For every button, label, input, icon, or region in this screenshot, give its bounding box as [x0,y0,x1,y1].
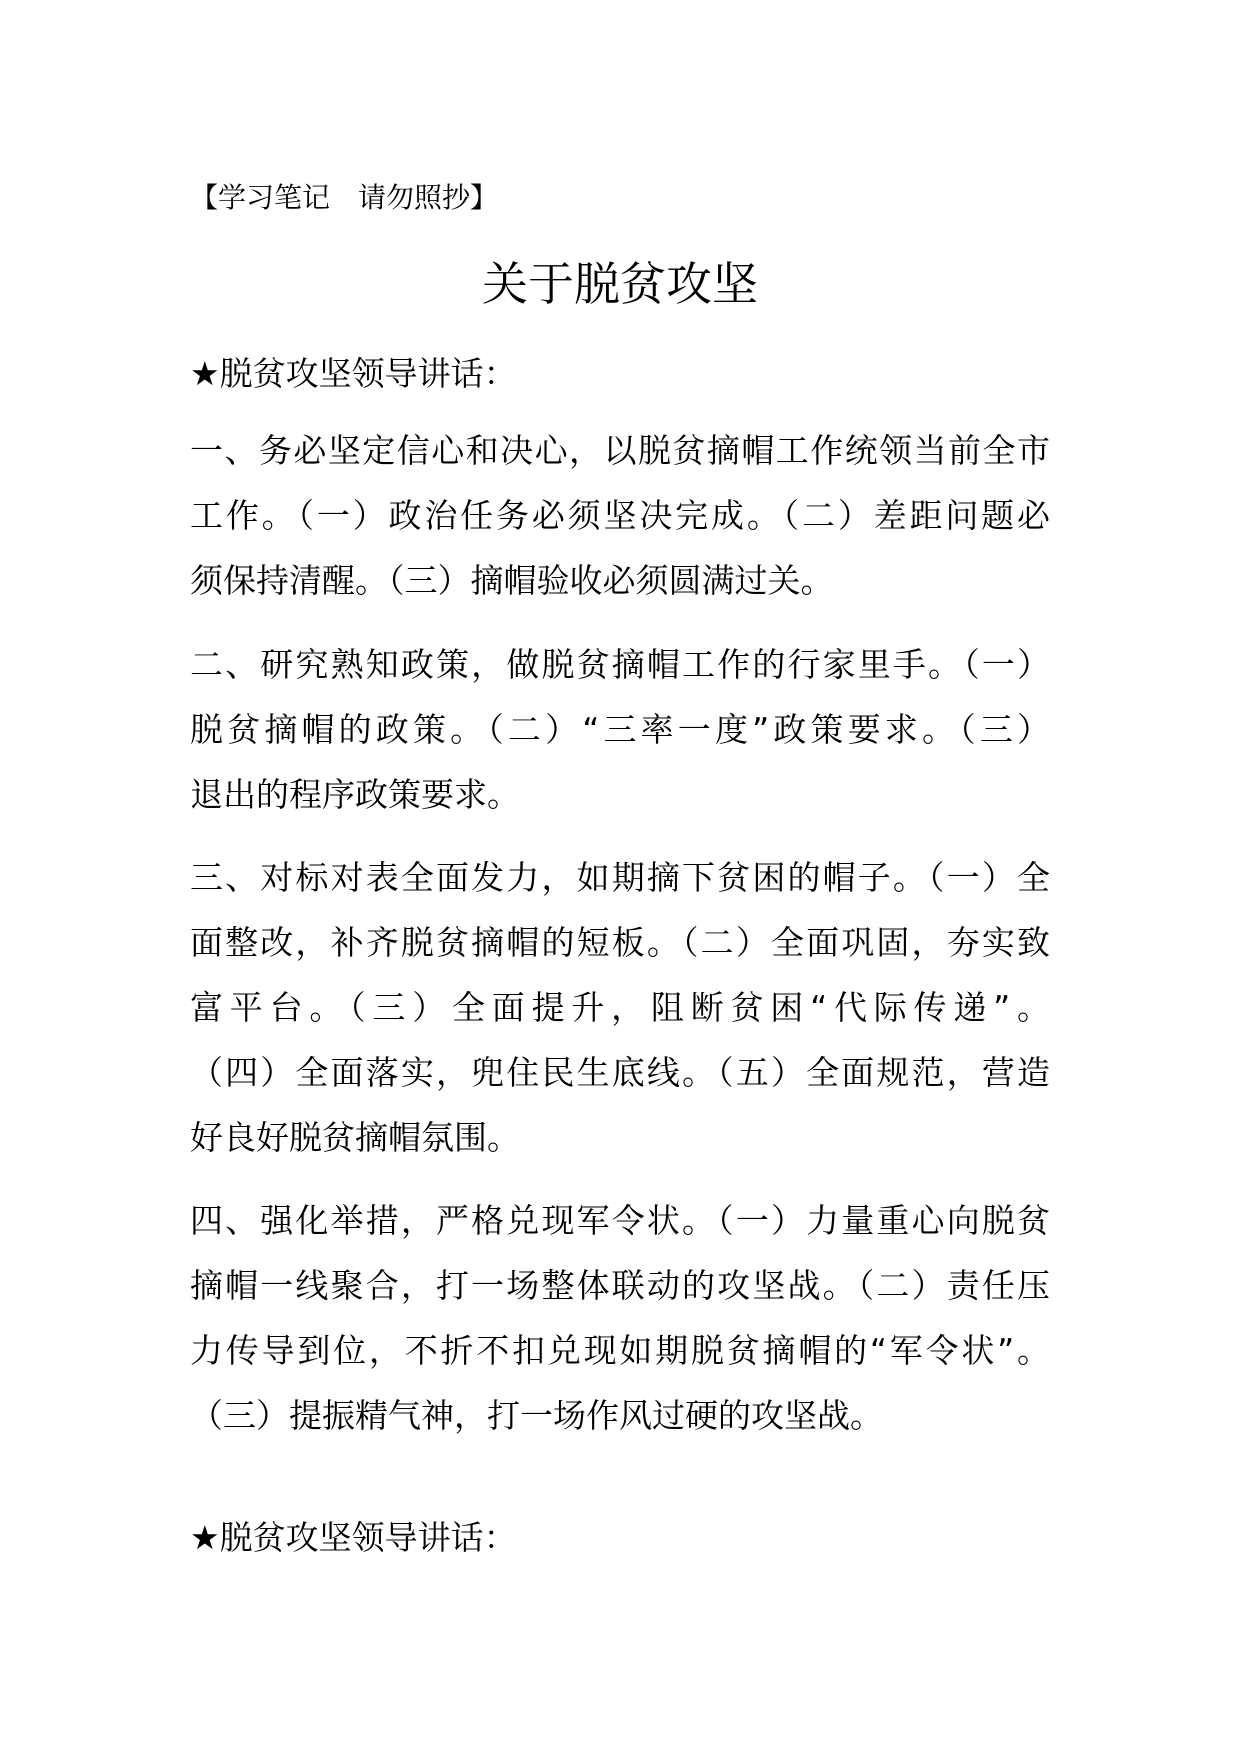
paragraph-3 [190,845,1050,1170]
header-note: 【学习笔记 请勿照抄】 [190,181,499,214]
section-heading: ★脱贫攻坚领导讲话： [190,354,517,393]
paragraph-line: （四）全面落实，兜住民生底线。（五）全面规范，营造 [190,1053,1050,1092]
section-heading: ★脱贫攻坚领导讲话： [190,1518,517,1557]
paragraph-line: 须保持清醒。（三）摘帽验收必须圆满过关。 [190,561,834,600]
paragraph-line: 好良好脱贫摘帽氛围。 [190,1118,520,1157]
paragraph-line: （三）提振精气神，打一场作风过硬的攻坚战。 [190,1396,883,1435]
paragraph-line: 一、务必坚定信心和决心，以脱贫摘帽工作统领当前全市 [190,431,1050,470]
paragraph-1 [190,418,1050,613]
paragraph-2 [190,632,1050,827]
paragraph-line: 富平台。（三）全面提升，阻断贫困“代际传递”。 [190,988,1050,1027]
paragraph-line: 力传导到位，不折不扣兑现如期脱贫摘帽的“军令状”。 [190,1331,1050,1370]
paragraph-line: 退出的程序政策要求。 [190,775,520,814]
paragraph-line: 工作。（一）政治任务必须坚决完成。（二）差距问题必 [190,496,1050,535]
paragraph-line: 脱贫摘帽的政策。（二）“三率一度”政策要求。（三） [190,710,1050,749]
paragraph-line: 二、研究熟知政策，做脱贫摘帽工作的行家里手。（一） [190,645,1050,684]
paragraph-4 [190,1188,1050,1448]
paragraph-line: 三、对标对表全面发力，如期摘下贫困的帽子。（一）全 [190,858,1050,897]
paragraph-line: 四、强化举措，严格兑现军令状。（一）力量重心向脱贫 [190,1201,1050,1240]
paragraph-line: 摘帽一线聚合，打一场整体联动的攻坚战。（二）责任压 [190,1266,1050,1305]
paragraph-line: 面整改，补齐脱贫摘帽的短板。（二）全面巩固，夯实致 [190,923,1050,962]
page-title: 关于脱贫攻坚 [482,257,758,311]
